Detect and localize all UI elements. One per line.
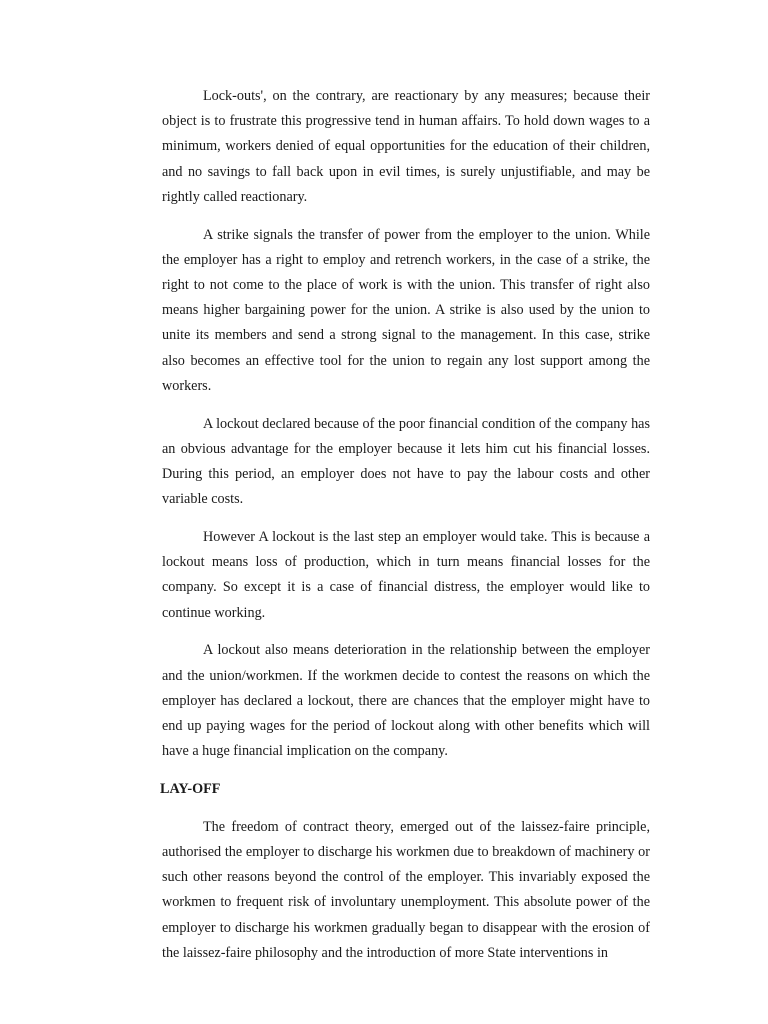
paragraph-freedom-of-contract: The freedom of contract theory, emerged out of the laissez-faire principle, authorised the employer to discharge his workmen due to breakdown of machinery or such other reasons beyond the control of the employer. This invariably exposed the workmen to frequent risk of involuntary unemployment. This absolute power of the employer to discharge his workmen gradually began to disappear with the erosion of the laissez-faire philosophy and the introduction of more State interventions in [162,818,650,961]
paragraph-lockout-last-step: However A lockout is the last step an employer would take. This is because a lockout means loss of production, which in turn means financial losses for the company. So except it is a case of financial distress, the employer would like to continue working. [162,529,650,621]
paragraph-lockout-financial-advantage: A lockout declared because of the poor financial condition of the company has an obvious advantage for the employer because it lets him cut his financial losses. During this period, an employer does not have to pay the labour costs and other variable costs. [162,415,650,508]
paragraph-lockout-deterioration: A lockout also means deterioration in the relationship between the employer and the union/workmen. If the workmen decide to contest the reasons on which the employer has declared a lockout, there are chances that the employer might have to end up paying wages for the period of lockout along with other benefits which will have a huge financial implication on the company. [162,642,650,760]
paragraph-lockouts-reactionary: Lock-outs', on the contrary, are reactionary by any measures; because their object is to frustrate this progressive tend in human affairs. To hold down wages to a minimum, workers denied of equal opportunities for the education of their children, and no savings to fall back upon in evil times, is surely unjustifiable, and may be rightly called reactionary. [162,88,650,205]
section-heading-lay-off: LAY-OFF [160,781,221,798]
document-page [162,84,650,979]
paragraph-strike-transfer-of-power: A strike signals the transfer of power from the employer to the union. While the employer has a right to employ and retrench workers, in the case of a strike, the right to not come to the place of work is with the union. This transfer of right also means higher bargaining power for the union. A strike is also used by the union to unite its members and send a strong signal to the management. In this case, strike also becomes an effective tool for the union to regain any lost support among the workers. [162,226,650,394]
